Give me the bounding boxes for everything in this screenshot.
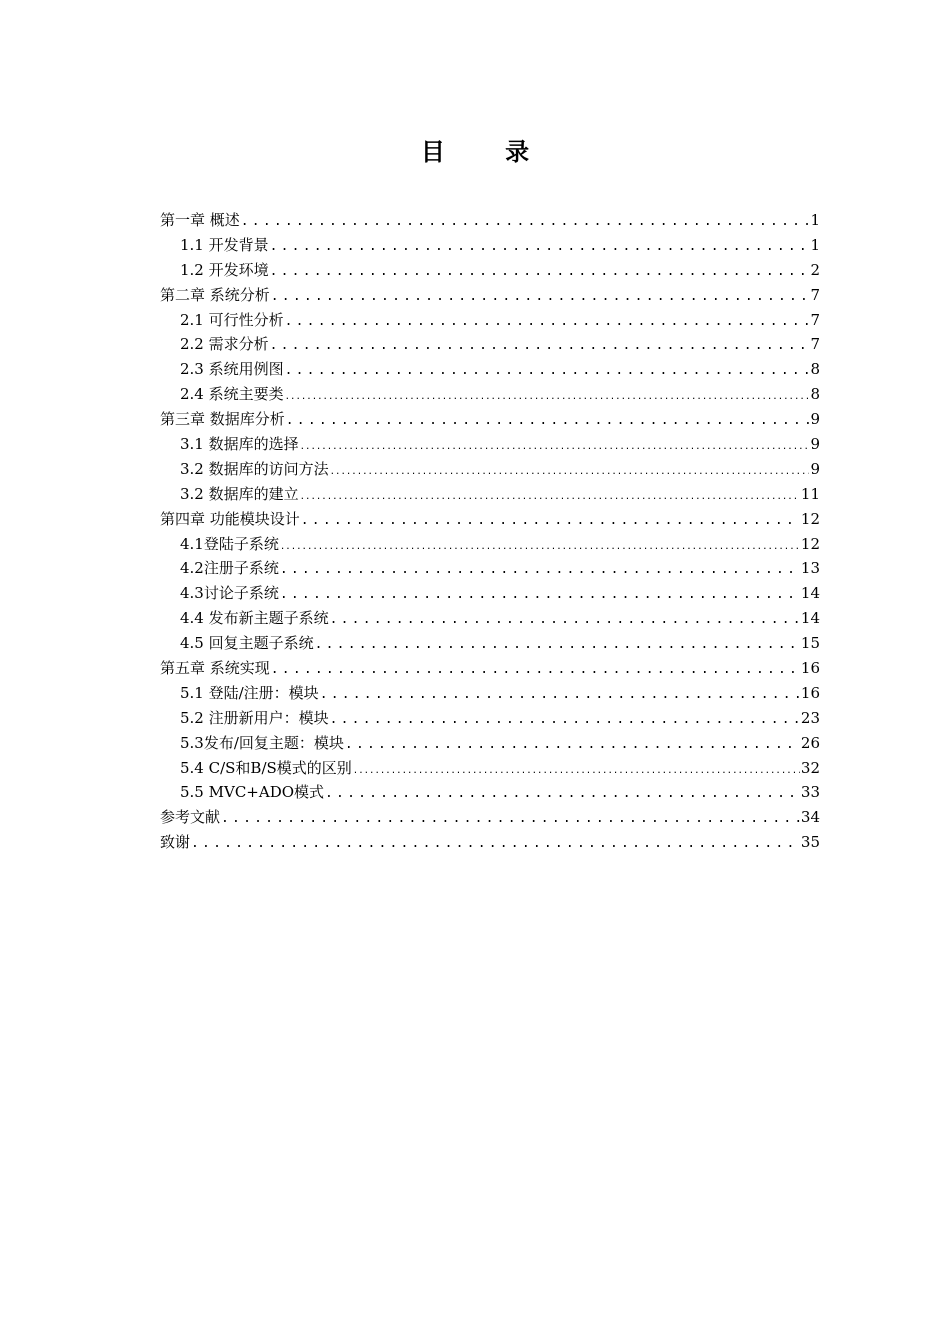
toc-dot-leader [320,683,800,708]
toc-entry-label: 4.3讨论子系统 [180,584,279,603]
toc-entry-label: 第五章 系统实现 [160,659,270,678]
toc-section-entry[interactable] [160,780,820,805]
toc-page-number: 14 [800,609,820,628]
toc-page-number: 9 [810,435,820,454]
toc-dot-leader [301,509,800,534]
toc-dot-leader [300,435,810,460]
toc-entry-label: 4.5 回复主题子系统 [180,634,314,653]
toc-section-entry[interactable] [160,731,820,756]
toc-entry-label: 参考文献 [160,808,221,827]
toc-page-number: 23 [800,708,820,727]
toc-dot-leader [191,832,800,857]
toc-entry-label: 5.3发布/回复主题：模块 [180,733,344,752]
toc-entry-label: 第一章 概述 [160,211,240,229]
toc-dot-leader [271,658,800,683]
toc-chapter-entry[interactable] [160,830,820,855]
toc-dot-leader [286,409,810,434]
toc-page-number: 32 [800,758,820,777]
toc-page-number: 7 [810,310,820,329]
toc-chapter-entry[interactable] [160,805,820,830]
toc-page-number: 11 [800,484,820,503]
toc-dot-leader [285,385,810,410]
toc-page-number: 1 [810,235,820,254]
toc-entry-label: 5.2 注册新用户：模块 [180,708,329,727]
toc-section-entry[interactable] [160,457,820,482]
toc-section-entry[interactable] [160,308,820,333]
toc-section-entry[interactable] [160,482,820,507]
toc-entry-label: 5.5 MVC+ADO模式 [180,783,325,802]
toc-entry-label: 1.1 开发背景 [180,235,269,254]
toc-dot-leader [353,759,800,784]
toc-page-number: 9 [810,410,820,429]
toc-page-number: 16 [800,659,820,678]
toc-entry-label: 3.2 数据库的建立 [180,484,299,503]
toc-chapter-entry[interactable] [160,283,820,308]
toc-entry-label: 4.1登陆子系统 [180,534,279,553]
toc-page-number: 26 [800,733,820,752]
toc-entry-label: 1.2 开发环境 [180,260,269,279]
toc-entry-label: 致谢 [160,833,191,852]
toc-dot-leader [325,782,800,807]
toc-page-number: 7 [810,285,820,304]
toc-entry-label: 5.1 登陆/注册：模块 [180,683,319,702]
toc-section-entry[interactable] [160,606,820,631]
toc-entry-label: 第三章 数据库分析 [160,410,285,429]
toc-dot-leader [330,460,810,485]
page-title: 目 录 [420,138,556,166]
toc-page-number: 8 [810,360,820,379]
toc-page-number: 13 [800,559,820,578]
toc-section-entry[interactable] [160,681,820,706]
toc-dot-leader [270,235,810,260]
toc-entry-label: 4.4 发布新主题子系统 [180,609,329,628]
toc-dot-leader [345,733,800,758]
toc-entry-label: 2.1 可行性分析 [180,310,284,329]
toc-page-number: 33 [800,783,820,802]
toc-entry-label: 4.2注册子系统 [180,559,279,578]
toc-chapter-entry[interactable] [160,507,820,532]
toc-dot-leader [280,583,800,608]
toc-dot-leader [221,807,800,832]
toc-entry-label: 第四章 功能模块设计 [160,509,300,528]
toc-entry-label: 2.2 需求分析 [180,335,269,354]
toc-chapter-entry[interactable] [160,208,820,233]
toc-entry-label: 3.1 数据库的选择 [180,435,299,454]
toc-dot-leader [280,558,800,583]
toc-section-entry[interactable] [160,706,820,731]
toc-section-entry[interactable] [160,756,820,781]
toc-dot-leader [285,310,810,335]
toc-section-entry[interactable] [160,233,820,258]
toc-page-number: 12 [800,509,820,528]
toc-dot-leader [330,608,800,633]
toc-dot-leader [270,260,810,285]
toc-section-entry[interactable] [160,332,820,357]
toc-dot-leader [285,359,810,384]
toc-entry-label: 2.4 系统主要类 [180,385,284,404]
toc-page-number: 34 [800,808,820,827]
toc-dot-leader [241,210,810,235]
toc-page-number: 16 [800,683,820,702]
toc-chapter-entry[interactable] [160,407,820,432]
toc-dot-leader [315,633,800,658]
toc-section-entry[interactable] [160,581,820,606]
toc-dot-leader [300,485,800,510]
toc-dot-leader [271,285,810,310]
toc-entry-label: 3.2 数据库的访问方法 [180,459,329,478]
toc-page-number: 12 [800,534,820,553]
table-of-contents [160,208,820,855]
toc-page-number: 9 [810,459,820,478]
toc-page-number: 14 [800,584,820,603]
toc-section-entry[interactable] [160,258,820,283]
toc-section-entry[interactable] [160,532,820,557]
toc-page-number: 2 [810,260,820,279]
toc-dot-leader [270,334,810,359]
toc-entry-label: 第二章 系统分析 [160,285,270,304]
toc-page-number: 8 [810,385,820,404]
toc-section-entry[interactable] [160,631,820,656]
toc-page-number: 1 [810,211,820,229]
toc-section-entry[interactable] [160,556,820,581]
toc-dot-leader [330,708,800,733]
toc-page-number: 35 [800,833,820,852]
toc-section-entry[interactable] [160,382,820,407]
toc-entry-label: 2.3 系统用例图 [180,360,284,379]
toc-chapter-entry[interactable] [160,656,820,681]
toc-dot-leader [280,535,800,560]
toc-page-number: 15 [800,634,820,653]
toc-section-entry[interactable] [160,432,820,457]
toc-page-number: 7 [810,335,820,354]
toc-entry-label: 5.4 C/S和B/S模式的区别 [180,758,352,777]
toc-section-entry[interactable] [160,357,820,382]
